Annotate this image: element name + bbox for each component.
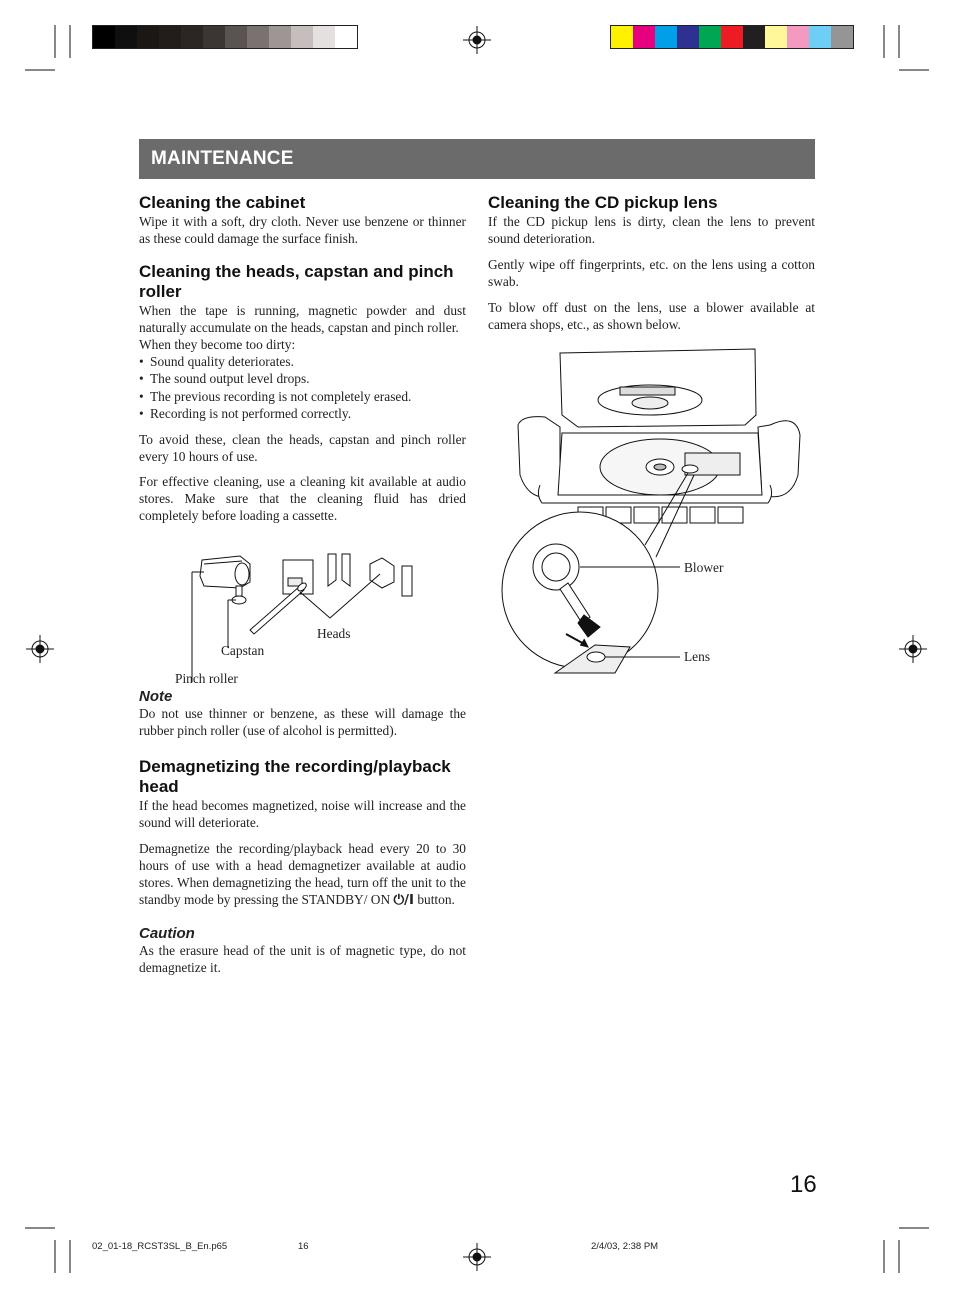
heads-body-2: When they become too dirty:: [139, 337, 296, 352]
color-swatch: [831, 26, 853, 48]
color-swatch: [611, 26, 633, 48]
caution-body: As the erasure head of the unit is of magnetic type, do not demagnetize it.: [139, 943, 466, 975]
list-item: • The sound output level drops.: [139, 370, 466, 387]
lens-heading: Cleaning the CD pickup lens: [488, 193, 718, 212]
gray-swatch: [269, 26, 291, 48]
left-column: [139, 193, 466, 524]
note-body: Do not use thinner or benzene, as these will damage the rubber pinch roller (use of alcohol is permitted).: [139, 706, 466, 738]
registration-mark-right: [899, 635, 927, 663]
lens-body-1: If the CD pickup lens is dirty, clean the lens to prevent sound deterioration.: [488, 214, 815, 246]
demag-body-1: If the head becomes magnetized, noise will increase and the sound will deteriorate.: [139, 798, 466, 830]
label-lens: Lens: [684, 649, 711, 664]
list-item: • Sound quality deteriorates.: [139, 353, 466, 370]
note-label: Note: [139, 688, 173, 705]
color-swatch: [721, 26, 743, 48]
registration-mark-left: [26, 635, 54, 663]
gray-color-bar: [92, 25, 358, 49]
list-item: • The previous recording is not completely erased.: [139, 388, 466, 405]
heads-body-1: When the tape is running, magnetic powder and dust naturally accumulate on the heads, capstan and pinch roller.: [139, 303, 466, 335]
cabinet-heading: Cleaning the cabinet: [139, 193, 306, 212]
footer-date: 2/4/03, 2:38 PM: [591, 1241, 659, 1252]
footer-filename: 02_01-18_RCST3SL_B_En.p65: [92, 1241, 228, 1252]
heads-heading: Cleaning the heads, capstan and pinch roller: [139, 262, 454, 301]
gray-swatch: [313, 26, 335, 48]
color-swatch: [787, 26, 809, 48]
label-pinch-roller: Pinch roller: [175, 671, 238, 686]
gray-swatch: [181, 26, 203, 48]
color-swatch: [809, 26, 831, 48]
lens-body-2: Gently wipe off fingerprints, etc. on the lens using a cotton swab.: [488, 257, 815, 289]
label-blower: Blower: [684, 560, 724, 575]
gray-swatch: [93, 26, 115, 48]
demag-heading: Demagnetizing the recording/playback head: [139, 757, 451, 796]
demag-body-2a: Demagnetize the recording/playback head every 20 to 30 hours of use with a head demagnetizer available at audio stores. When demagnetizing the head, turn off the unit to the standby mode by pressing the STANDBY/: [139, 841, 466, 907]
caution-label: Caution: [139, 925, 195, 942]
dirty-symptoms-list: [139, 353, 466, 423]
lens-body-3: To blow off dust on the lens, use a blower available at camera shops, etc., as shown below.: [488, 300, 815, 332]
section-header-bar: [139, 139, 815, 179]
page-number: 16: [790, 1171, 817, 1198]
label-heads: Heads: [317, 626, 351, 641]
gray-swatch: [203, 26, 225, 48]
gray-swatch: [137, 26, 159, 48]
color-swatch: [655, 26, 677, 48]
left-column-lower: [139, 688, 466, 976]
color-swatch: [633, 26, 655, 48]
list-item: • Recording is not performed correctly.: [139, 405, 466, 422]
registration-mark-bottom: [463, 1243, 491, 1271]
label-capstan: Capstan: [221, 643, 265, 658]
right-column: [488, 193, 815, 333]
demag-body-2b: ON: [370, 892, 391, 907]
gray-swatch: [159, 26, 181, 48]
demag-body-2: [139, 840, 466, 909]
gray-swatch: [291, 26, 313, 48]
gray-swatch: [225, 26, 247, 48]
gray-swatch: [335, 26, 357, 48]
cabinet-body: Wipe it with a soft, dry cloth. Never use benzene or thinner as these could damage the surface finish.: [139, 214, 466, 246]
tape-head-illustration: [180, 552, 430, 682]
registration-mark-top: [463, 26, 491, 54]
color-swatch: [743, 26, 765, 48]
gray-swatch: [115, 26, 137, 48]
section-title: MAINTENANCE: [151, 148, 294, 169]
gray-swatch: [247, 26, 269, 48]
color-swatch: [677, 26, 699, 48]
color-swatch: [699, 26, 721, 48]
heads-body-4: For effective cleaning, use a cleaning kit available at audio stores. Make sure that the cleaning fluid has dried completely before loading a cassette.: [139, 473, 466, 523]
color-calibration-bar: [610, 25, 854, 49]
demag-body-2c: button.: [417, 892, 455, 907]
color-swatch: [765, 26, 787, 48]
footer-page: 16: [298, 1241, 309, 1252]
cd-player-illustration: [500, 345, 820, 685]
standby-power-icon: ⏻/I: [393, 893, 414, 908]
heads-body-3: To avoid these, clean the heads, capstan and pinch roller every 10 hours of use.: [139, 431, 466, 464]
